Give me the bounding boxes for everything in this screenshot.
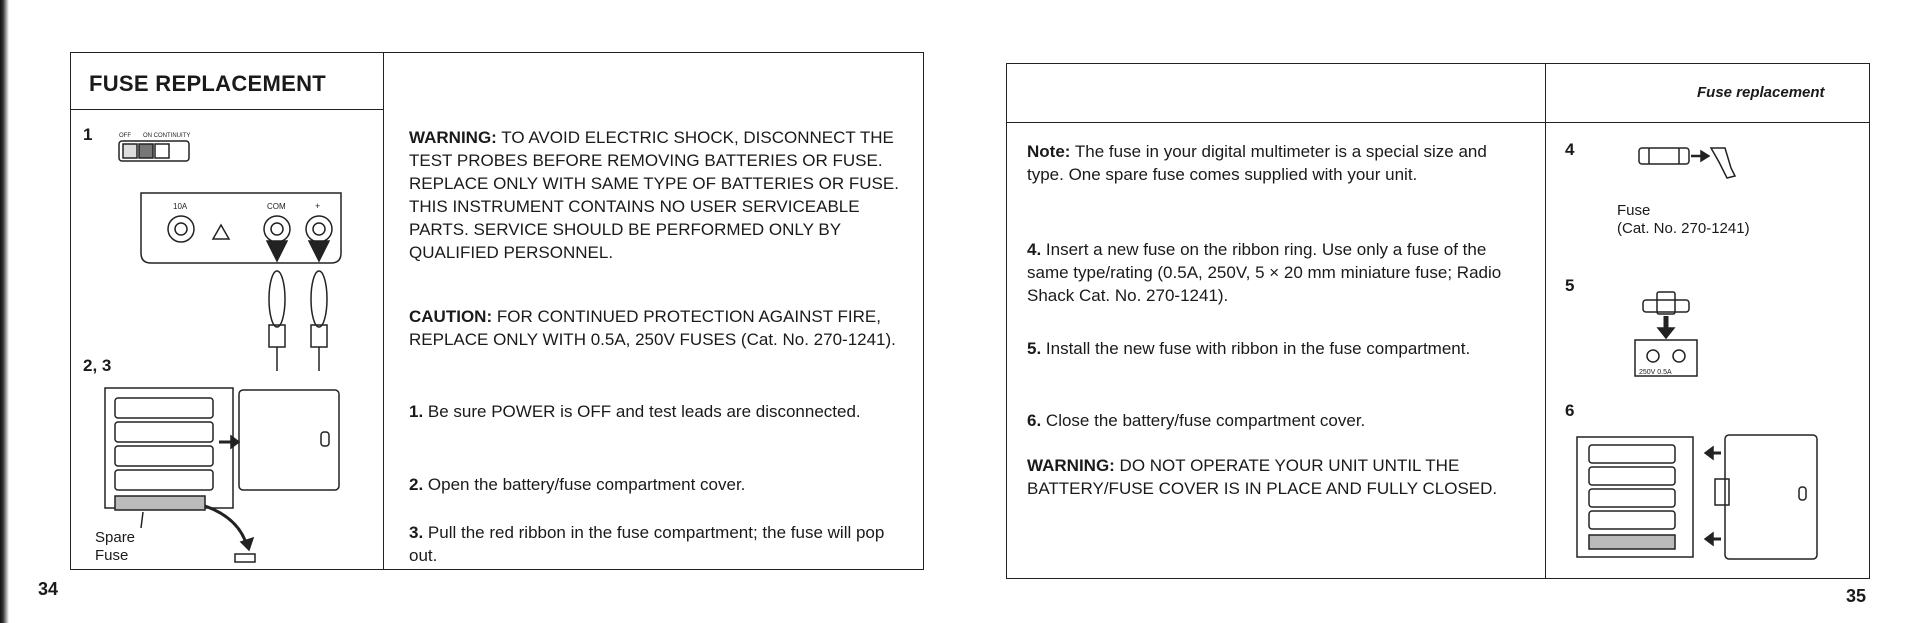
multimeter-switch-and-jacks-illustration (71, 53, 383, 353)
step-1-text: Be sure POWER is OFF and test leads are disconnected. (423, 402, 861, 421)
fuse-caption: Fuse (Cat. No. 270-1241) (1617, 202, 1750, 237)
note-text: The fuse in your digital multimeter is a special size and type. One spare fuse comes supplied with your unit. (1027, 142, 1487, 184)
step-2-number: 2. (409, 475, 424, 494)
book-binding-edge (0, 0, 9, 623)
right-header-rule (1007, 122, 1869, 123)
step-1-number: 1. (409, 402, 424, 421)
close-cover-illustration (1547, 429, 1867, 579)
switch-on-label: ON CONTINUITY (143, 133, 191, 139)
step-5-text: Install the new fuse with ribbon in the fuse compartment. (1041, 339, 1471, 358)
step-3-number: 3. (409, 523, 424, 542)
step-4-text: Insert a new fuse on the ribbon ring. Use only a fuse of the same type/rating (0.5A, 250V, 5 × 20 mm miniature fuse; Radio Shack Cat. No. 270-1241). (1027, 240, 1502, 305)
note-paragraph (1027, 140, 1527, 186)
left-page-number: 34 (38, 579, 59, 599)
step-2-text: Open the battery/fuse compartment cover. (423, 475, 746, 494)
right-page-panel (1006, 63, 1870, 579)
left-column-divider (383, 53, 384, 569)
caution-label: CAUTION: (409, 307, 493, 326)
jack-10a-label: 10A (173, 202, 188, 211)
switch-off-label: OFF (119, 133, 131, 139)
step-6-paragraph (1027, 409, 1527, 432)
fuse-rating-label: 250V 0.5A (1639, 369, 1672, 376)
step-3-text: Pull the red ribbon in the fuse compartment; the fuse will pop out. (409, 523, 885, 565)
fuse-ribbon-illustration (1547, 124, 1867, 214)
step-4-paragraph (1027, 238, 1527, 307)
caution-paragraph (409, 305, 909, 351)
step-1-paragraph (409, 400, 909, 423)
right-column-divider (1545, 64, 1546, 578)
spare-fuse-label: Spare Fuse (95, 529, 136, 564)
figure-step-2-3-label: 2, 3 (83, 356, 112, 375)
figure-step-4-label: 4 (1565, 140, 1575, 159)
right-warning-paragraph (1027, 454, 1527, 500)
step-5-number: 5. (1027, 339, 1042, 358)
right-warning-text: DO NOT OPERATE YOUR UNIT UNTIL THE BATTERY/FUSE COVER IS IN PLACE AND FULLY CLOSED. (1027, 456, 1498, 498)
right-warning-label: WARNING: (1027, 456, 1115, 475)
right-page-number: 35 (1846, 586, 1867, 606)
note-label: Note: (1027, 142, 1071, 161)
page-title: FUSE REPLACEMENT (89, 71, 327, 96)
left-warning-paragraph (409, 126, 909, 264)
left-warning-text: TO AVOID ELECTRIC SHOCK, DISCONNECT THE TEST PROBES BEFORE REMOVING BATTERIES OR FUSE. REPLACE ONLY WITH SAME TYPE OF BATTERIES OR FUSE. THIS INSTRUMENT CONTAINS NO USER SERVICEABLE PARTS. SERVICE SHOULD BE PERFORMED ONLY BY QUALIFIED PERSONNEL. (409, 128, 899, 262)
fuse-insertion-illustration (1547, 276, 1867, 376)
caution-text: FOR CONTINUED PROTECTION AGAINST FIRE, REPLACE ONLY WITH 0.5A, 250V FUSES (Cat. No. 270-1241). (409, 307, 896, 349)
step-6-number: 6. (1027, 411, 1042, 430)
figure-step-6-label: 6 (1565, 401, 1575, 420)
step-4-number: 4. (1027, 240, 1042, 259)
jack-com-label: COM (267, 202, 286, 211)
left-warning-label: WARNING: (409, 128, 497, 147)
figure-step-5-label: 5 (1565, 276, 1575, 295)
step-6-text: Close the battery/fuse compartment cover. (1041, 411, 1366, 430)
running-header: Fuse replacement (1697, 84, 1825, 101)
step-2-paragraph (409, 473, 909, 496)
step-5-paragraph (1027, 337, 1507, 360)
step-3-paragraph (409, 521, 909, 567)
jack-plus-label: + (315, 201, 321, 211)
figure-step-1-label: 1 (83, 125, 93, 144)
left-page-panel (70, 52, 924, 570)
